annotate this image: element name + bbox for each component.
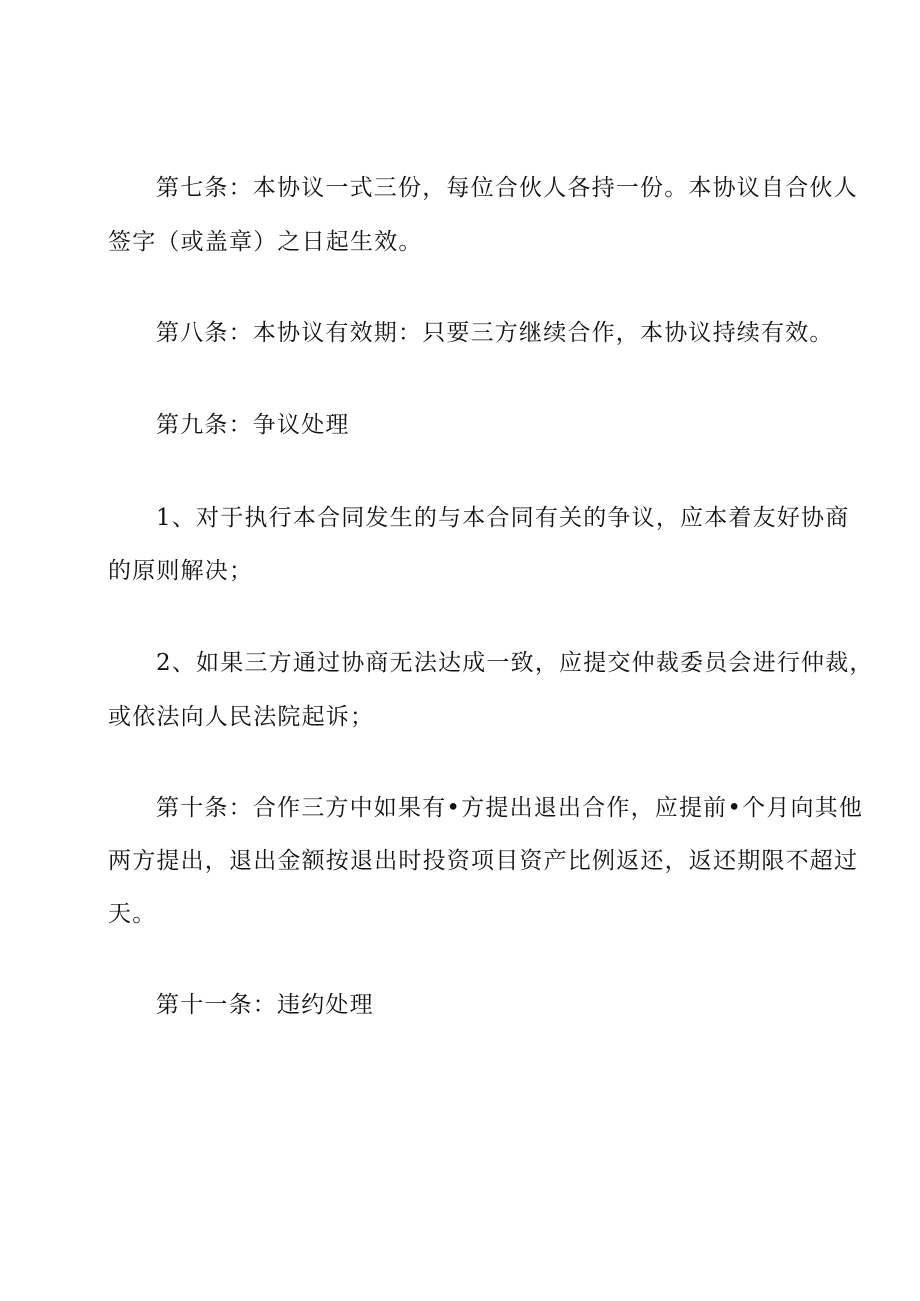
article-10-line-3: 天。 [108,901,157,927]
article-7-line-1: 第七条：本协议一式三份，每位合伙人各持一份。本协议自合伙人 [156,175,858,201]
article-11-heading: 第十一条：违约处理 [156,992,374,1018]
dispute-clause-2-line-2: 或依法向人民法院起诉； [108,704,375,730]
article-7-line-2: 签字（或盖章）之日起生效。 [108,229,423,255]
dispute-clause-1-line-2: 的原则解决； [108,558,254,584]
article-10-line-1: 第十条：合作三方中如果有•方提出退出合作，应提前•个月向其他 [156,795,864,821]
article-9-heading: 第九条：争议处理 [156,412,350,438]
article-10-line-2: 两方提出，退出金额按退出时投资项目资产比例返还，返还期限不超过 [108,848,859,874]
article-8-line: 第八条：本协议有效期：只要三方继续合作，本协议持续有效。 [156,320,834,346]
dispute-clause-1-line-1: 1、对于执行本合同发生的与本合同有关的争议，应本着友好协商 [156,505,850,531]
dispute-clause-2-line-1: 2、如果三方通过协商无法达成一致，应提交仲裁委员会进行仲裁， [156,650,874,676]
